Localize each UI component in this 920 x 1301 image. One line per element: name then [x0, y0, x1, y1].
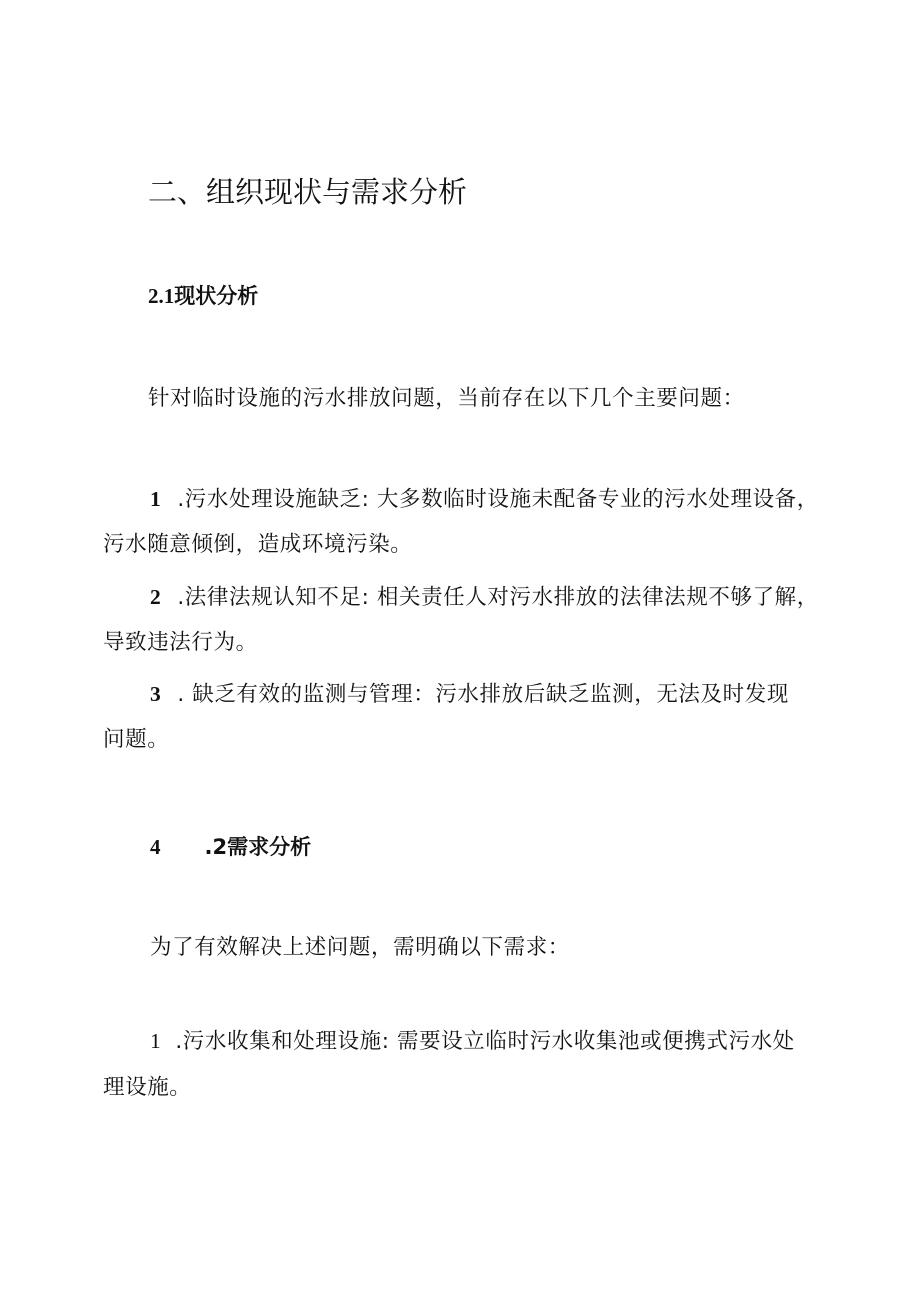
list-item-text: .污水处理设施缺乏: 大多数临时设施未配备专业的污水处理设备，: [177, 487, 819, 512]
section-title: 二、组织现状与需求分析: [148, 175, 468, 209]
list-item-continuation: 污水随意倾倒，造成环境污染。: [103, 532, 413, 557]
list-item-text: . 缺乏有效的监测与管理：污水排放后缺乏监测，无法及时发现: [177, 682, 789, 707]
intro-paragraph: 针对临时设施的污水排放问题，当前存在以下几个主要问题：: [148, 386, 745, 411]
subsection-heading-2-1: [148, 280, 258, 310]
subsection-title: 现状分析: [174, 284, 259, 308]
list-item-number: 1: [150, 1029, 162, 1053]
list-item-continuation: 理设施。: [103, 1075, 192, 1100]
subsection-title: .2需求分析: [204, 835, 312, 859]
subsection-number: 2.1: [148, 284, 175, 308]
list-item-line: [150, 482, 819, 513]
intro-paragraph: 为了有效解决上述问题，需明确以下需求：: [150, 935, 570, 960]
list-item-continuation: 导致违法行为。: [103, 630, 258, 655]
list-item-number: 1: [150, 487, 162, 511]
list-item-line: [150, 677, 789, 708]
list-item-text: .污水收集和处理设施: 需要设立临时污水收集池或便携式污水处: [175, 1029, 795, 1054]
subsection-heading-2-2: [150, 831, 311, 861]
list-item-text: .法律法规认知不足: 相关责任人对污水排放的法律法规不够了解，: [177, 585, 819, 610]
list-item-line: [150, 580, 819, 611]
list-item-continuation: 问题。: [103, 727, 170, 752]
list-item-line: [150, 1024, 795, 1055]
subsection-number: 4: [150, 835, 161, 859]
list-item-number: 2: [150, 585, 162, 609]
list-item-number: 3: [150, 682, 162, 706]
